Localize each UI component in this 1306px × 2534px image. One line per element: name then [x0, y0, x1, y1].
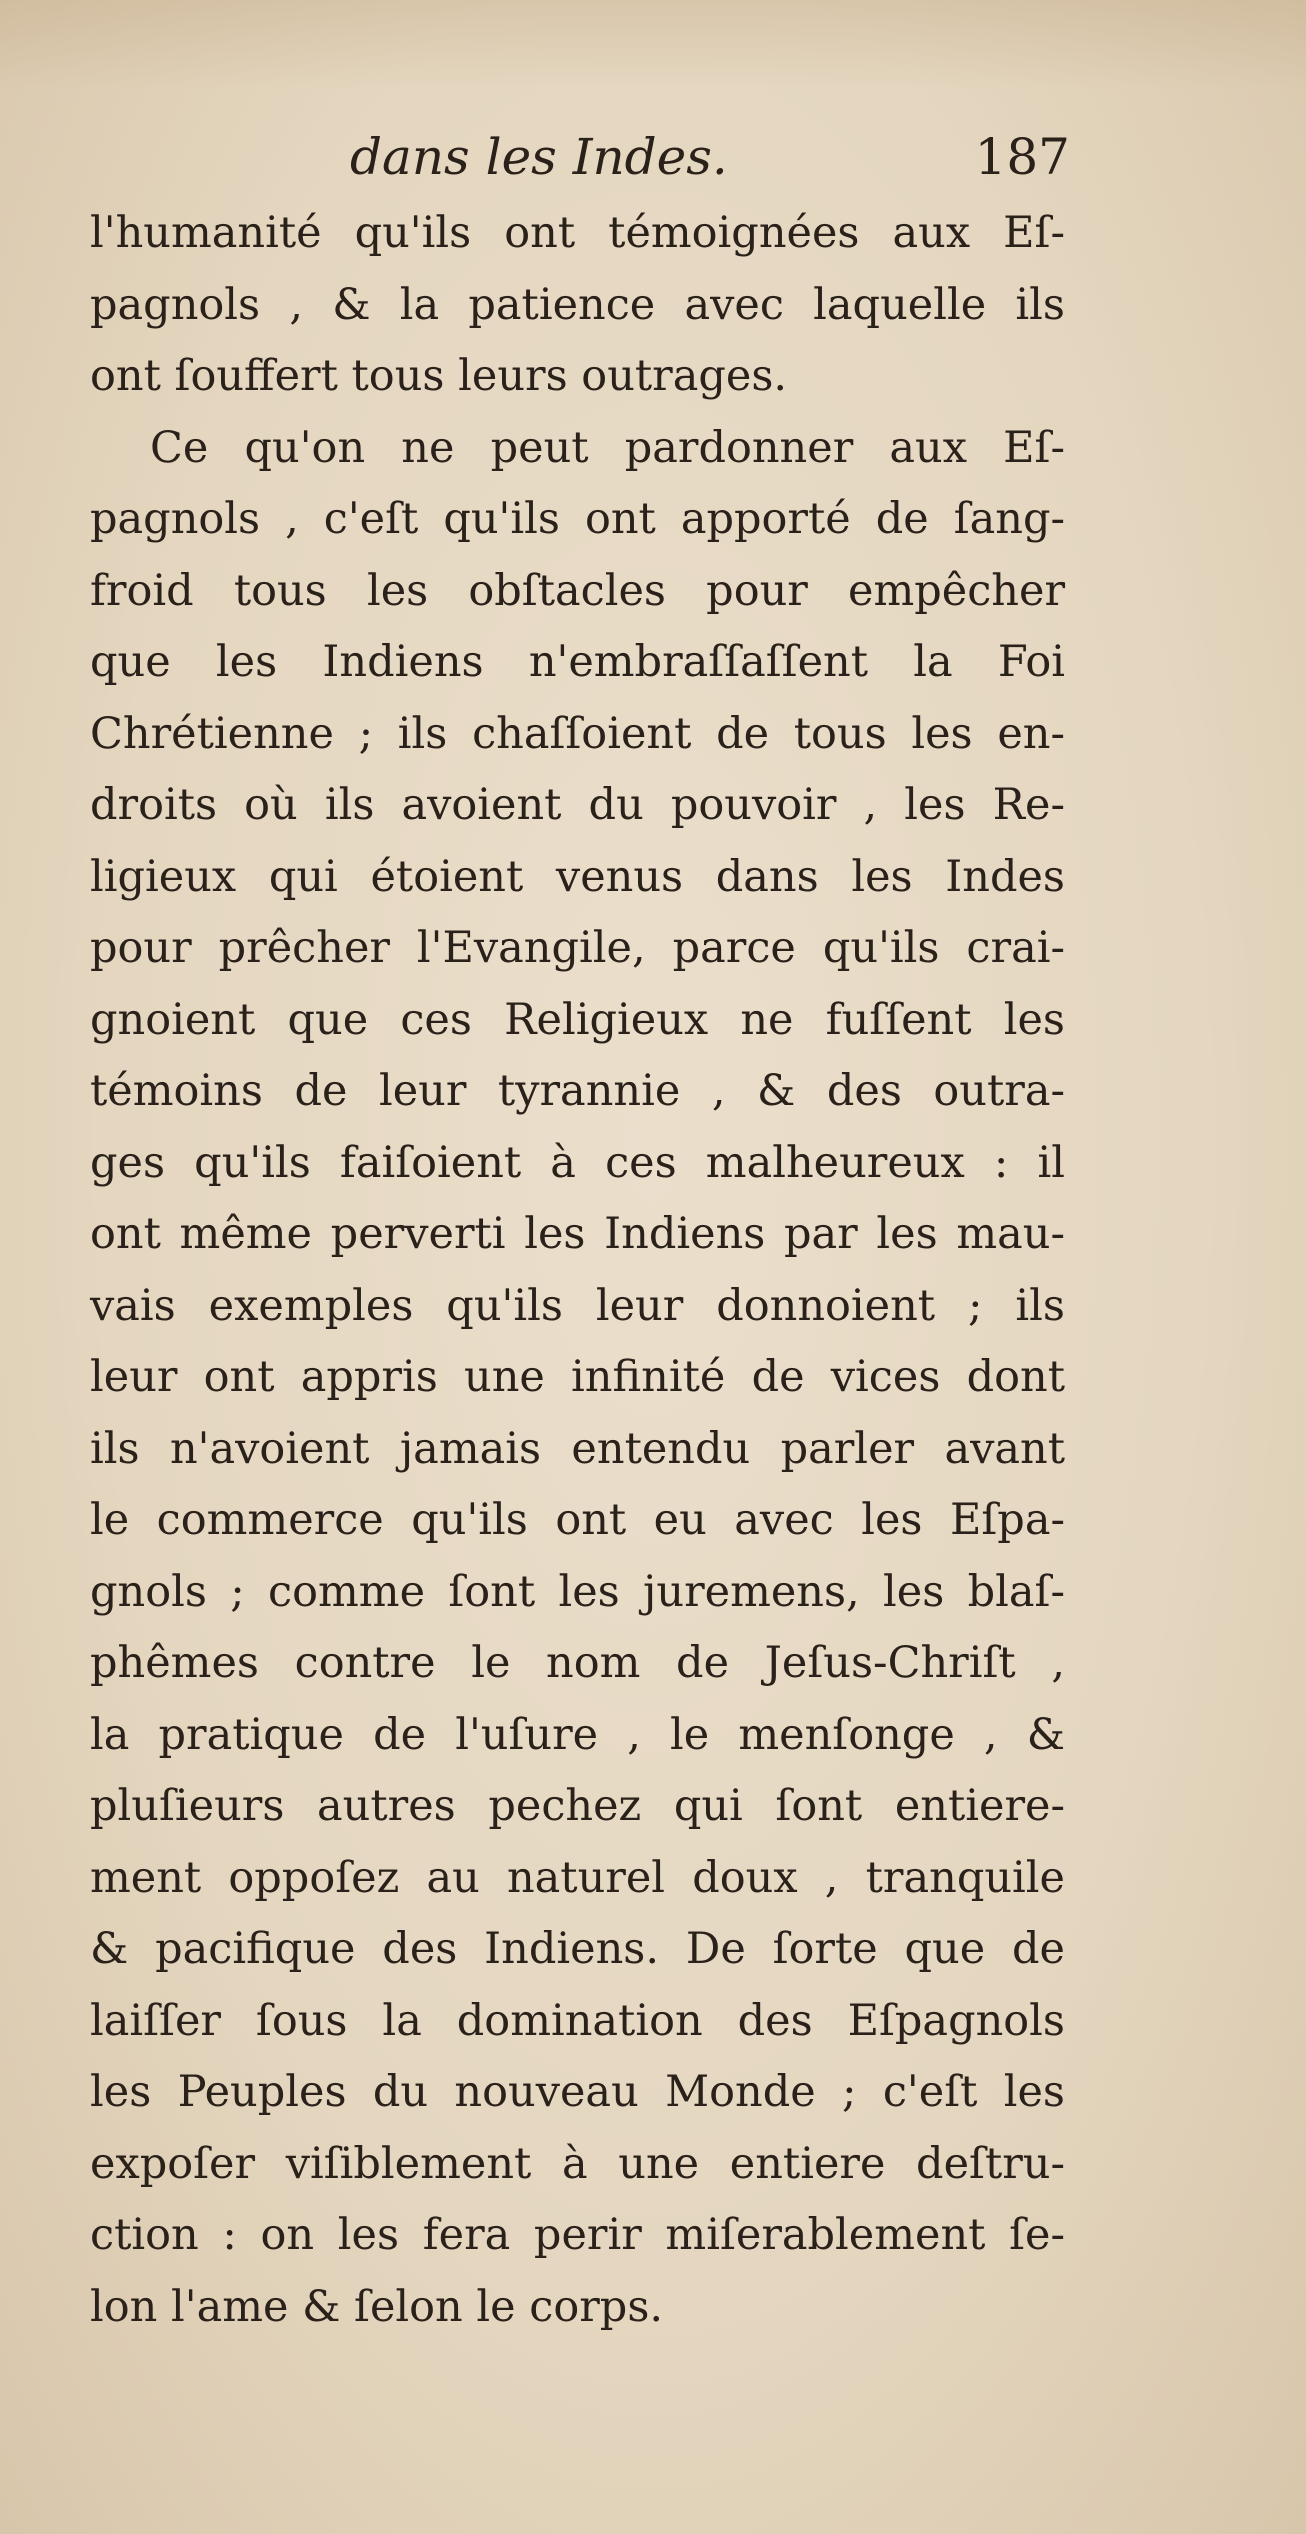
text-line: ils n'avoient jamais entendu parler avant [90, 1423, 1065, 1474]
text-line: froid tous les obſtacles pour empêcher [90, 565, 1065, 616]
text-line: laiſſer ſous la domination des Eſpagnols [90, 1995, 1065, 2046]
text-line: ges qu'ils faiſoient à ces malheureux : il [90, 1137, 1065, 1188]
text-line: gnols ; comme ſont les juremens, les blaſ- [90, 1566, 1065, 1617]
text-line: le commerce qu'ils ont eu avec les Eſpa- [90, 1495, 1065, 1545]
text-line: lon l'ame & ſelon le corps. [90, 2281, 664, 2332]
page-stain [0, 0, 1306, 90]
text-line: vais exemples qu'ils leur donnoient ; ils [90, 1280, 1065, 1331]
page-number: 187 [974, 128, 1070, 186]
text-line: Ce qu'on ne peut pardonner aux Eſ- [150, 422, 1065, 473]
text-line: expoſer viſiblement à une entiere deſtru- [90, 2138, 1065, 2189]
paragraph-2 [90, 413, 1065, 2344]
text-line: gnoient que ces Religieux ne fuſſent les [90, 994, 1065, 1045]
text-line: phêmes contre le nom de Jeſus-Chriſt , [90, 1638, 1065, 1688]
text-line: pagnols , c'eſt qu'ils ont apporté de ſang- [90, 494, 1065, 544]
paragraph-1 [90, 198, 1065, 413]
text-line: & pacifique des Indiens. De ſorte que de [90, 1924, 1065, 1974]
body-text [90, 198, 1065, 2343]
text-line: ction : on les fera perir miſerablement ſe- [90, 2210, 1065, 2260]
text-line: ment oppoſez au naturel doux , tranquile [90, 1852, 1065, 1903]
text-line: ont ſouffert tous leurs outrages. [90, 351, 788, 401]
text-line: témoins de leur tyrannie , & des outra- [90, 1066, 1065, 1116]
text-line: que les Indiens n'embraſſaſſent la Foi [90, 637, 1065, 687]
text-line: pour prêcher l'Evangile, parce qu'ils crai- [90, 923, 1065, 973]
text-line: ligieux qui étoient venus dans les Indes [90, 851, 1065, 902]
text-line: pluſieurs autres pechez qui ſont entiere- [90, 1781, 1065, 1831]
text-line: la pratique de l'uſure , le menſonge , & [90, 1709, 1065, 1760]
text-line: pagnols , & la patience avec laquelle ils [90, 279, 1065, 330]
text-line: Chrétienne ; ils chaſſoient de tous les en- [90, 708, 1065, 759]
page-header [350, 128, 1070, 198]
text-line: ont même perverti les Indiens par les mau- [90, 1209, 1065, 1259]
text-line: droits où ils avoient du pouvoir , les Re- [90, 780, 1065, 830]
running-head: dans les Indes. [350, 128, 728, 186]
text-line: les Peuples du nouveau Monde ; c'eſt les [90, 2067, 1065, 2117]
text-line: leur ont appris une infinité de vices dont [90, 1352, 1065, 1402]
text-line: l'humanité qu'ils ont témoignées aux Eſ- [90, 208, 1065, 258]
